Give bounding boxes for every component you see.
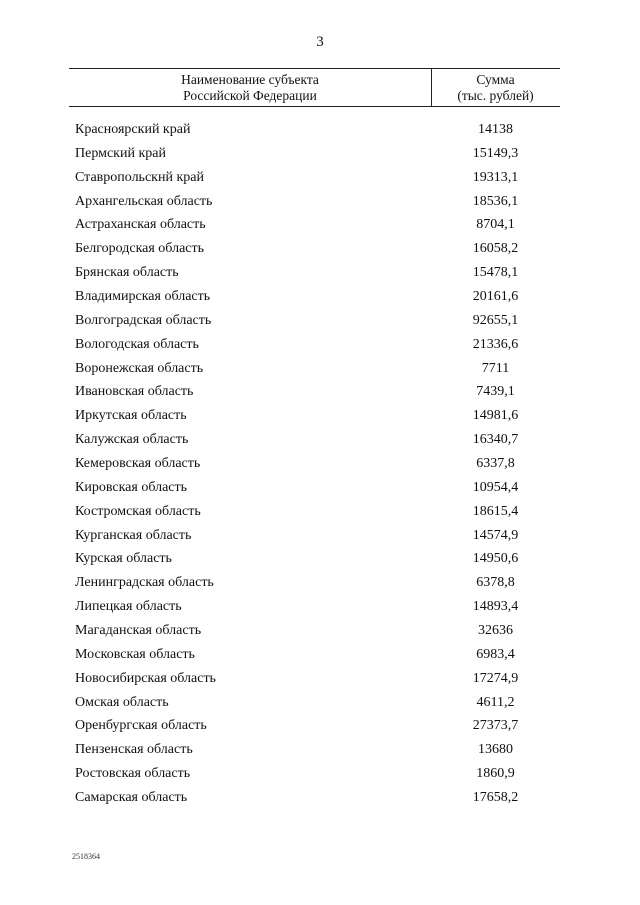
region-name: Брянская область	[75, 265, 179, 281]
table-row	[69, 524, 560, 548]
region-name: Курская область	[75, 551, 172, 567]
region-name: Магаданская область	[75, 623, 202, 639]
table-row	[69, 357, 560, 381]
region-sum: 20161,6	[472, 289, 519, 305]
table-row	[69, 452, 560, 476]
region-name: Ивановская область	[75, 384, 194, 400]
region-sum: 16340,7	[472, 432, 519, 448]
table-row	[69, 428, 560, 452]
header-sum-line2: (тыс. рублей)	[457, 88, 534, 103]
region-sum: 16058,2	[472, 241, 519, 257]
region-sum: 14574,9	[472, 527, 519, 543]
region-name: Иркутская область	[75, 408, 187, 424]
region-sum: 13680	[478, 742, 513, 758]
allocation-table	[69, 68, 560, 806]
region-sum: 17274,9	[472, 670, 519, 686]
table-row	[69, 595, 560, 619]
header-sum-line1: Сумма	[476, 72, 515, 87]
region-sum: 7711	[481, 360, 510, 376]
region-sum: 6983,4	[476, 646, 515, 662]
region-sum: 32636	[478, 623, 513, 639]
table-row	[69, 213, 560, 237]
header-region-name	[69, 72, 431, 104]
table-row	[69, 261, 560, 285]
table-row	[69, 619, 560, 643]
table-row	[69, 714, 560, 738]
region-sum: 15478,1	[472, 265, 519, 281]
region-sum: 21336,6	[472, 336, 519, 352]
region-name: Ростовская область	[75, 766, 191, 782]
table-row	[69, 667, 560, 691]
table-row	[69, 404, 560, 428]
region-sum: 18536,1	[472, 193, 519, 209]
region-name: Липецкая область	[75, 599, 182, 615]
region-name: Красноярский край	[75, 122, 191, 137]
region-name: Воронежская область	[75, 360, 204, 376]
region-name: Калужская область	[75, 432, 189, 448]
region-sum: 14893,4	[472, 599, 519, 615]
region-sum: 27373,7	[472, 718, 519, 734]
region-sum: 14981,6	[472, 408, 519, 424]
region-sum: 7439,1	[476, 384, 515, 400]
page-number: 3	[316, 34, 324, 50]
region-name: Кемеровская область	[75, 456, 201, 472]
region-name: Оренбургская область	[75, 718, 207, 734]
table-row	[69, 380, 560, 404]
header-region-name-line1: Наименование субъекта	[181, 72, 319, 87]
region-sum: 92655,1	[472, 312, 519, 328]
region-name: Архангельская область	[75, 193, 213, 209]
region-name: Пензенская область	[75, 742, 193, 758]
table-row	[69, 571, 560, 595]
table-body	[69, 118, 560, 810]
table-row	[69, 547, 560, 571]
table-header	[69, 68, 560, 107]
region-name: Костромская область	[75, 503, 201, 519]
table-row	[69, 476, 560, 500]
table-row	[69, 190, 560, 214]
region-name: Омская область	[75, 694, 169, 710]
region-sum: 6337,8	[476, 456, 515, 472]
region-sum: 18615,4	[472, 503, 519, 519]
region-sum: 19313,1	[472, 169, 519, 185]
region-name: Кировская область	[75, 479, 188, 495]
header-region-name-line2: Российской Федерации	[183, 88, 317, 103]
region-name: Ставропольскнй край	[75, 169, 204, 185]
region-sum: 17658,2	[472, 790, 519, 806]
table-row	[69, 691, 560, 715]
table-row	[69, 786, 560, 810]
header-sum	[431, 72, 560, 104]
table-row	[69, 309, 560, 333]
table-row	[69, 643, 560, 667]
region-name: Новосибирская область	[75, 670, 216, 686]
region-sum: 8704,1	[476, 217, 515, 233]
table-row	[69, 118, 560, 142]
table-row	[69, 237, 560, 261]
region-name: Волгоградская область	[75, 312, 212, 328]
table-row	[69, 285, 560, 309]
table-row	[69, 142, 560, 166]
region-name: Белгородская область	[75, 241, 205, 257]
region-name: Курганская область	[75, 527, 192, 543]
region-sum: 1860,9	[476, 766, 515, 782]
table-row	[69, 738, 560, 762]
table-row	[69, 762, 560, 786]
table-row	[69, 166, 560, 190]
region-name: Пермский край	[75, 145, 166, 161]
document-code: 2518364	[72, 852, 100, 861]
region-sum: 15149,3	[472, 145, 519, 161]
region-name: Вологодская область	[75, 336, 199, 352]
region-sum: 4611,2	[476, 694, 515, 710]
region-sum: 14950,6	[472, 551, 519, 567]
region-name: Ленинградская область	[75, 575, 214, 591]
region-name: Владимирская область	[75, 289, 211, 305]
region-sum: 10954,4	[472, 479, 519, 495]
table-row	[69, 333, 560, 357]
region-name: Московская область	[75, 646, 195, 662]
region-name: Самарская область	[75, 790, 188, 806]
region-name: Астраханская область	[75, 217, 206, 233]
region-sum: 14138	[478, 122, 513, 137]
table-row	[69, 500, 560, 524]
region-sum: 6378,8	[476, 575, 515, 591]
